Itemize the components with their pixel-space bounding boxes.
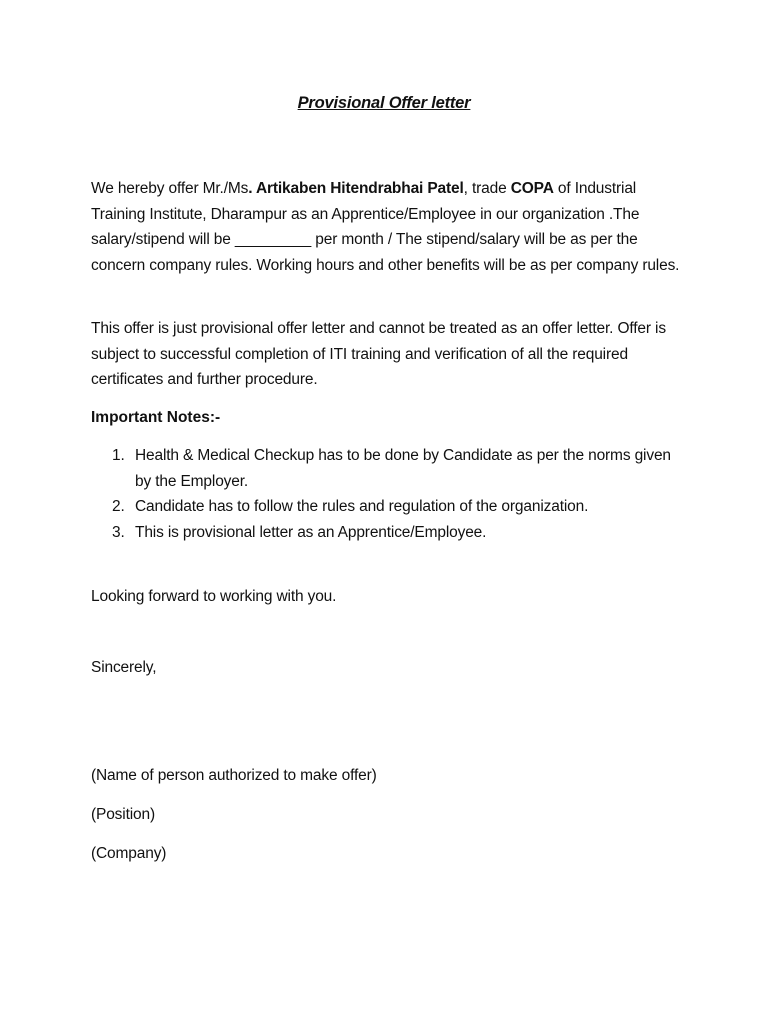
sign-off: Sincerely, (91, 659, 157, 676)
list-item-text: Candidate has to follow the rules and regulation of the organization. (135, 498, 589, 516)
offer-paragraph (91, 176, 691, 278)
document-title: Provisional Offer letter (297, 94, 471, 112)
signatory-position-placeholder: (Position) (91, 806, 155, 823)
closing-line: Looking forward to working with you. (91, 588, 337, 605)
list-item (91, 494, 691, 520)
list-item-text: Health & Medical Checkup has to be done by Candidate as per the norms given by the Employer. (135, 447, 671, 490)
trade-name: COPA (510, 180, 554, 197)
candidate-name: Artikaben Hitendrabhai Patel (255, 180, 464, 197)
signatory-company-placeholder: (Company) (91, 845, 167, 862)
list-item-number: 3. (112, 523, 125, 541)
list-item (91, 520, 691, 546)
signatory-name-placeholder: (Name of person authorized to make offer) (91, 767, 377, 784)
notes-list (91, 443, 691, 545)
list-item-number: 1. (112, 447, 125, 464)
list-item-number: 2. (112, 498, 125, 516)
notes-heading: Important Notes:- (91, 409, 221, 426)
provisional-paragraph: This offer is just provisional offer letter and cannot be treated as an offer letter. Offer is subject to successful completion of ITI training and verification of all the required certificates and further procedure. (91, 320, 666, 389)
offer-intro-period: . (248, 180, 256, 197)
offer-intro-text: We hereby offer Mr./Ms (91, 180, 249, 197)
list-item (91, 443, 691, 494)
trade-label: , trade (463, 180, 511, 197)
offer-details-text: of Industrial Training Institute, Dharampur as an Apprentice/Employee in our organization .The salary/stipend will be _________ per month / The stipend/salary will be as per the concern company rules. Working hours and other benefits will be as per company rules. (91, 180, 680, 274)
list-item-text: This is provisional letter as an Apprentice/Employee. (135, 523, 487, 541)
